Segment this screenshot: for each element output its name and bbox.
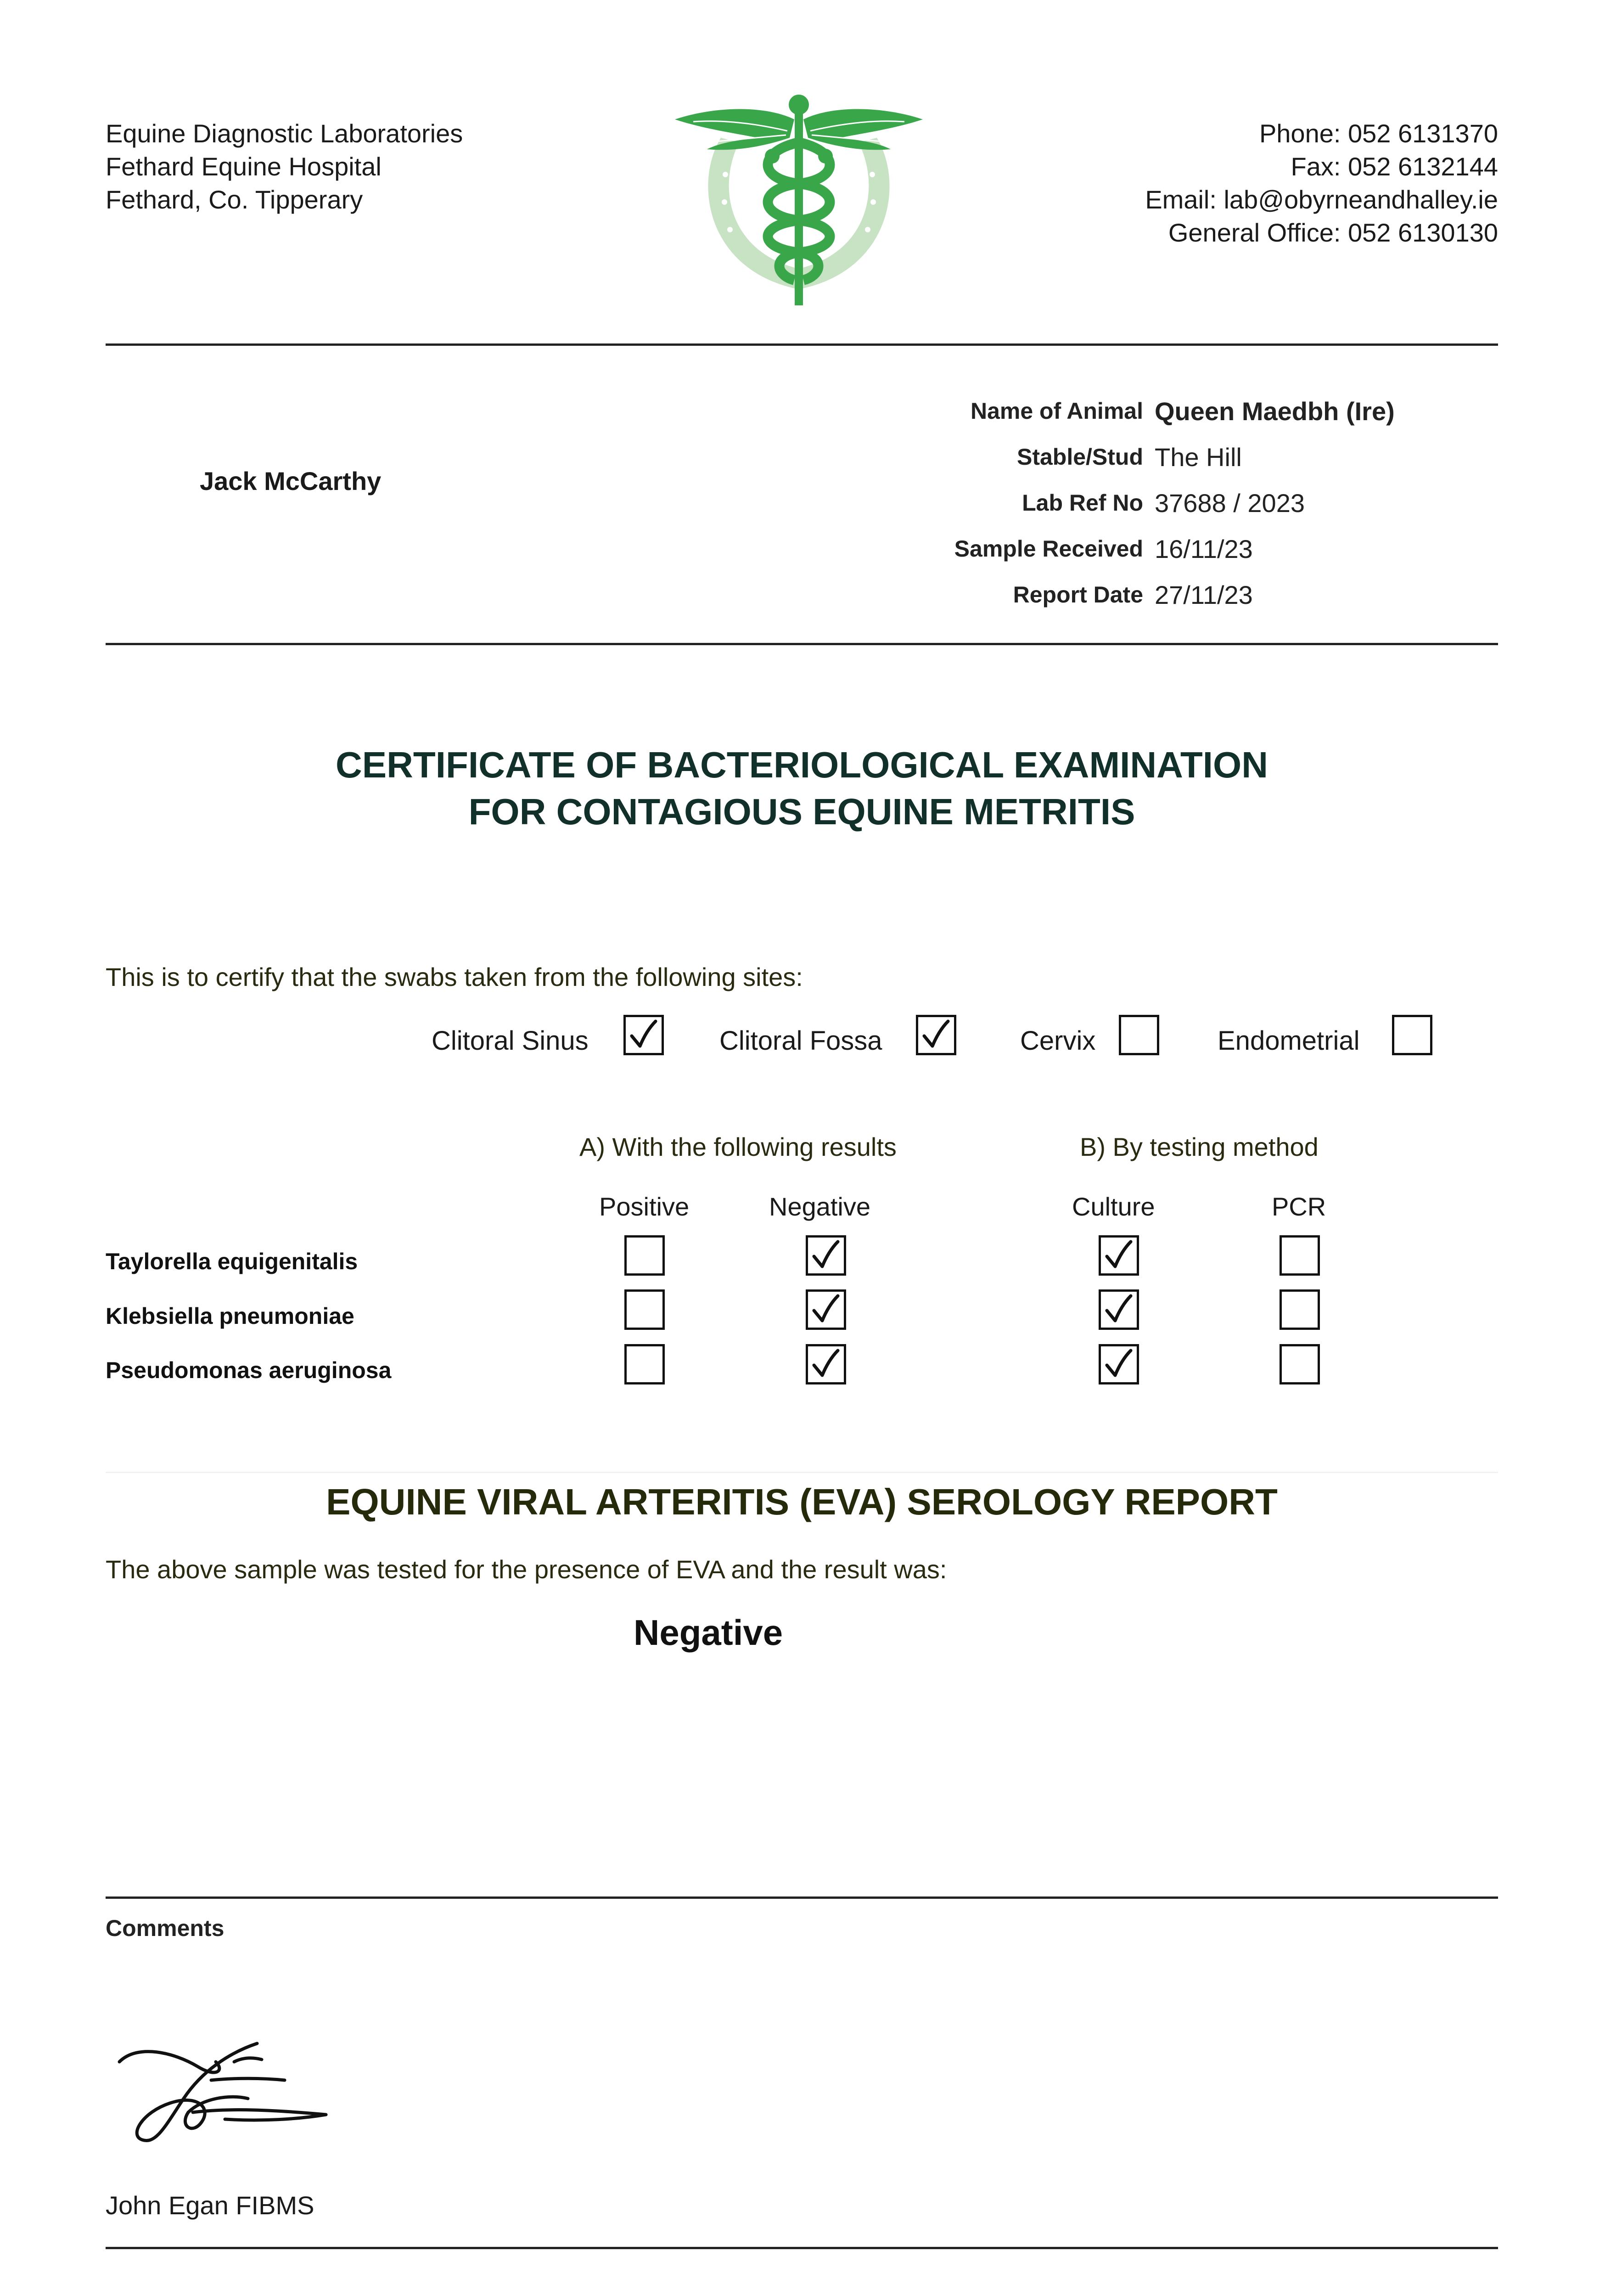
site-label: Endometrial (1218, 1026, 1360, 1056)
column-header-negative: Negative (769, 1192, 871, 1221)
column-header-culture: Culture (1072, 1192, 1155, 1221)
site-label: Clitoral Fossa (719, 1026, 882, 1056)
lab-address (106, 117, 463, 216)
certificate-title (106, 742, 1498, 835)
organism-name: Klebsiella pneumoniae (106, 1303, 354, 1329)
info-value: 16/11/23 (1155, 534, 1253, 563)
info-row (872, 572, 1469, 618)
culture-checkbox[interactable] (1099, 1235, 1139, 1276)
eva-text: The above sample was tested for the presence of EVA and the result was: (106, 1555, 947, 1584)
info-row (872, 480, 1469, 526)
contact-line: Email: lab@obyrneandhalley.ie (1145, 185, 1498, 214)
info-value: The Hill (1155, 442, 1242, 472)
info-row (872, 434, 1469, 480)
checkmark-icon (809, 1293, 842, 1326)
pcr-checkbox[interactable] (1280, 1235, 1320, 1276)
positive-checkbox[interactable] (624, 1235, 665, 1276)
eva-result: Negative (634, 1612, 783, 1653)
site-checkbox[interactable] (1119, 1015, 1159, 1055)
checkmark-icon (1102, 1293, 1135, 1326)
address-line: Fethard Equine Hospital (106, 152, 382, 181)
comments-label: Comments (106, 1915, 224, 1941)
info-value: Queen Maedbh (Ire) (1155, 396, 1395, 426)
info-label: Name of Animal (970, 398, 1143, 424)
site-label: Cervix (1020, 1026, 1096, 1056)
checkmark-icon (1102, 1348, 1135, 1381)
section-divider (106, 1472, 1498, 1473)
site-checkbox[interactable] (1392, 1015, 1432, 1055)
column-header-positive: Positive (599, 1192, 690, 1221)
handwritten-signature (110, 2034, 340, 2158)
info-value: 37688 / 2023 (1155, 488, 1305, 518)
checkmark-icon (920, 1019, 953, 1052)
negative-checkbox[interactable] (806, 1289, 846, 1330)
results-heading: A) With the following results (579, 1132, 897, 1161)
site-label: Clitoral Sinus (432, 1026, 589, 1056)
divider (106, 343, 1498, 346)
info-value: 27/11/23 (1155, 580, 1253, 609)
organism-name: Pseudomonas aeruginosa (106, 1357, 392, 1383)
positive-checkbox[interactable] (624, 1344, 665, 1384)
caduceus-horseshoe-logo (666, 87, 932, 317)
address-line: Equine Diagnostic Laboratories (106, 119, 463, 148)
checkmark-icon (627, 1019, 660, 1052)
positive-checkbox[interactable] (624, 1289, 665, 1330)
negative-checkbox[interactable] (806, 1235, 846, 1276)
checkmark-icon (809, 1239, 842, 1272)
info-label: Report Date (1013, 582, 1143, 608)
checkmark-icon (1102, 1239, 1135, 1272)
divider (106, 2247, 1498, 2249)
info-row (872, 388, 1469, 434)
pcr-checkbox[interactable] (1280, 1289, 1320, 1330)
eva-title: EQUINE VIRAL ARTERITIS (EVA) SEROLOGY REPORT (326, 1481, 1278, 1522)
info-label: Stable/Stud (1016, 444, 1143, 470)
info-row (872, 526, 1469, 572)
divider (106, 643, 1498, 645)
column-header-pcr: PCR (1272, 1192, 1326, 1221)
certificate-title-line: CERTIFICATE OF BACTERIOLOGICAL EXAMINATION (335, 744, 1268, 785)
contact-line: Fax: 052 6132144 (1291, 152, 1498, 181)
animal-info (872, 388, 1469, 618)
checkmark-icon (809, 1348, 842, 1381)
certificate-title-line: FOR CONTAGIOUS EQUINE METRITIS (468, 791, 1135, 832)
address-line: Fethard, Co. Tipperary (106, 185, 363, 214)
site-checkbox[interactable] (623, 1015, 664, 1055)
culture-checkbox[interactable] (1099, 1344, 1139, 1384)
info-label: Sample Received (954, 536, 1143, 562)
site-checkbox[interactable] (916, 1015, 956, 1055)
culture-checkbox[interactable] (1099, 1289, 1139, 1330)
contact-line: Phone: 052 6131370 (1259, 119, 1498, 148)
info-label: Lab Ref No (1022, 490, 1143, 516)
organism-name: Taylorella equigenitalis (106, 1249, 358, 1274)
method-heading: B) By testing method (1080, 1132, 1319, 1161)
pcr-checkbox[interactable] (1280, 1344, 1320, 1384)
contact-line: General Office: 052 6130130 (1168, 218, 1498, 247)
lab-contact (1145, 117, 1498, 249)
signer-name: John Egan FIBMS (106, 2191, 314, 2220)
divider (106, 1896, 1498, 1899)
certify-text: This is to certify that the swabs taken from the following sites: (106, 962, 803, 991)
client-name: Jack McCarthy (200, 467, 382, 495)
negative-checkbox[interactable] (806, 1344, 846, 1384)
